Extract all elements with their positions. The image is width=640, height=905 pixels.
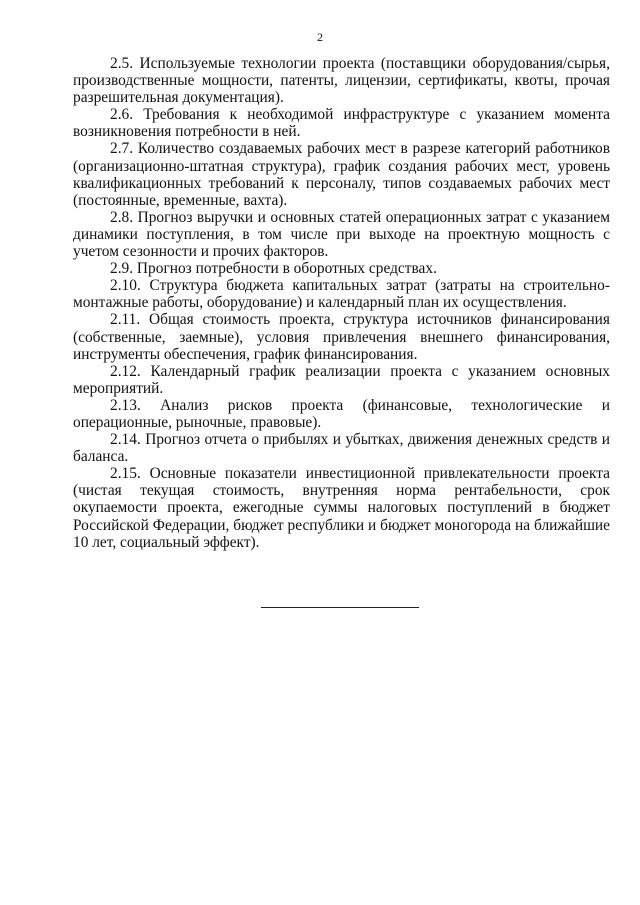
paragraph-2-8: 2.8. Прогноз выручки и основных статей операционных затрат с указанием динамики поступления, в том числе при выходе на проектную мощность с учетом сезонности и прочих факторов.	[73, 208, 610, 261]
paragraph-2-6: 2.6. Требования к необходимой инфраструктуре с указанием момента возникновения потребности в ней.	[73, 106, 610, 141]
paragraph-2-13: 2.13. Анализ рисков проекта (финансовые, технологические и операционные, рыночные, правовые).	[73, 396, 610, 431]
paragraph-2-10: 2.10. Структура бюджета капитальных затрат (затраты на строительно-монтажные работы, оборудование) и календарный план их осуществления.	[73, 277, 610, 312]
document-body	[73, 55, 610, 551]
paragraph-2-9: 2.9. Прогноз потребности в оборотных средствах.	[110, 260, 437, 278]
paragraph-2-15: 2.15. Основные показатели инвестиционной привлекательности проекта (чистая текущая стоимость, внутренняя норма рентабельности, срок окупаемости проекта, ежегодные суммы налоговых поступлений в бюджет Российской Федерации, бюджет республики и бюджет моногорода на ближайшие 10 лет, социальный эффект).	[73, 465, 610, 551]
paragraph-2-5: 2.5. Используемые технологии проекта (поставщики оборудования/сырья, производственные мощности, патенты, лицензии, сертификаты, квоты, прочая разрешительная документация).	[73, 55, 610, 107]
end-of-document-divider	[261, 607, 419, 608]
paragraph-2-7: 2.7. Количество создаваемых рабочих мест в разрезе категорий работников (организационно-штатная структура), график создания рабочих мест, уровень квалификационных требований к персоналу, типов создаваемых рабочих мест (постоянные, временные, вахта).	[73, 140, 610, 209]
paragraph-2-11: 2.11. Общая стоимость проекта, структура источников финансирования (собственные, заемные), условия привлечения внешнего финансирования, инструменты обеспечения, график финансирования.	[73, 311, 610, 363]
page-number: 2	[317, 30, 323, 44]
paragraph-2-12: 2.12. Календарный график реализации проекта с указанием основных мероприятий.	[73, 362, 610, 397]
paragraph-2-14: 2.14. Прогноз отчета о прибылях и убытках, движения денежных средств и баланса.	[73, 431, 610, 466]
